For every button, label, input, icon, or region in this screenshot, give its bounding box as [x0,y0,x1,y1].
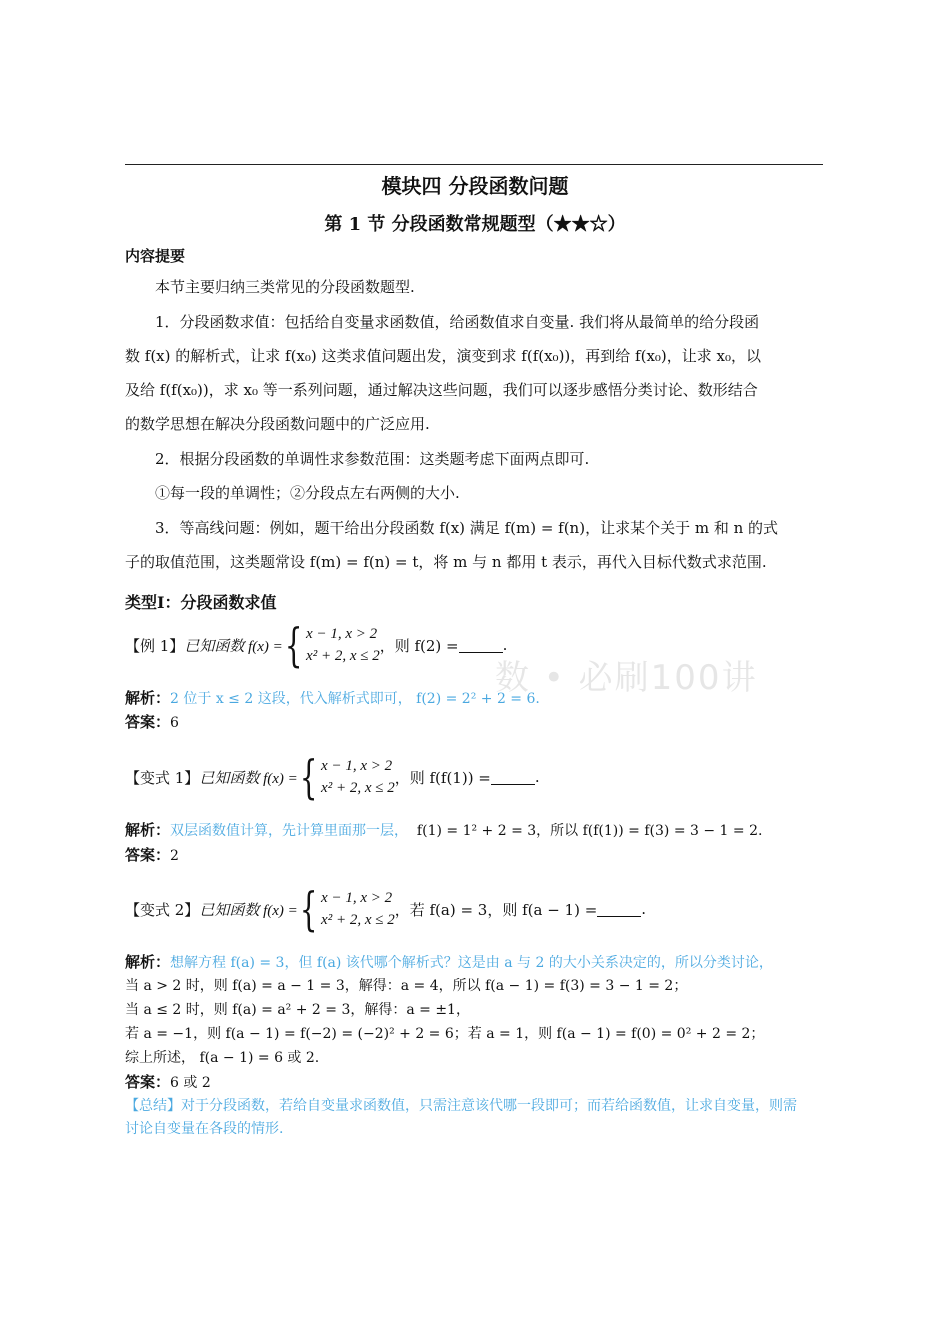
solution-hint: 双层函数值计算，先计算里面那一层， [170,823,409,839]
answer-value: 6 或 2 [170,1075,211,1091]
brace: { [299,750,318,804]
example1-question [125,618,508,672]
item3-line2: 子的取值范围，这类题常设 f(m) = f(n) = t，将 m 与 n 都用 t 表示，再代入目标代数式求范围. [125,553,767,571]
section-title: 第 1 节 分段函数常规题型（★★☆） [324,214,626,235]
case-top: x − 1, x > 2 [321,758,393,774]
variant2-solution-hint [125,950,773,975]
answer-value: 6 [170,715,179,731]
summary-line2: 讨论自变量在各段的情形. [125,1121,284,1137]
variant1-end: . [534,768,540,786]
answer-blank [459,638,503,653]
answer-value: 2 [170,848,179,864]
variant2-step1: 当 a > 2 时，则 f(a) = a − 1 = 3，解得：a = 4，所以 f(a − 1) = f(3) = 3 − 1 = 2； [125,978,688,994]
example1-pre: 已知函数 f(x) = [184,638,283,655]
answer-label: 答案： [125,846,171,864]
top-rule [125,164,823,165]
item1-line3: 及给 f(f(x₀))，求 x₀ 等一系列问题，通过解决这些问题，我们可以逐步感悟分类讨论、数形结合 [125,381,758,399]
example1-label: 【例 1】 [125,636,185,655]
item1-line2: 数 f(x) 的解析式，让求 f(x₀) 这类求值问题出发，演变到求 f(f(x₀))，再到给 f(x₀)，让求 x₀，以 [125,347,762,365]
case-bottom: x² + 2, x ≤ 2 [321,912,395,928]
example1-post: ，则 f(2) = [379,636,459,655]
variant1-pre: 已知函数 f(x) = [199,770,298,787]
module-title: 模块四 分段函数问题 [381,174,569,198]
variant1-solution [125,818,762,843]
variant2-step3: 若 a = −1，则 f(a − 1) = f(−2) = (−2)² + 2 = 6；若 a = 1，则 f(a − 1) = f(0) = 0² + 2 = 2； [125,1026,765,1042]
variant2-label: 【变式 2】 [125,900,200,919]
variant2-question [125,882,647,936]
variant1-question [125,750,540,804]
answer-label: 答案： [125,713,171,731]
solution-hint: 想解方程 f(a) = 3，但 f(a) 该代哪个解析式？这是由 a 与 2 的大小关系决定的，所以分类讨论， [170,955,773,971]
case-bottom: x² + 2, x ≤ 2 [321,780,395,796]
item2-line2: ①每一段的单调性；②分段点左右两侧的大小. [155,484,460,502]
summary-line1: 【总结】对于分段函数，若给自变量求函数值，只需注意该代哪一段即可；而若给函数值，让求自变量，则需 [125,1098,797,1114]
variant1-answer [125,843,179,868]
answer-blank [491,770,535,785]
case-top: x − 1, x > 2 [321,890,393,906]
case-bottom: x² + 2, x ≤ 2 [306,648,380,664]
answer-blank [597,902,641,917]
variant2-pre: 已知函数 f(x) = [199,902,298,919]
example1-solution [125,686,540,711]
summary-heading: 内容提要 [125,247,186,265]
variant1-post: ，则 f(f(1)) = [394,768,491,787]
variant1-label: 【变式 1】 [125,768,200,787]
brace: { [299,882,318,936]
item3-line1: 3．等高线问题：例如，题干给出分段函数 f(x) 满足 f(m) = f(n)，让求某个关于 m 和 n 的式 [155,519,779,537]
solution-label: 解析： [125,689,171,707]
brace: { [284,618,303,672]
type-heading: 类型Ⅰ：分段函数求值 [125,593,277,612]
piecewise-cases [306,623,380,667]
variant2-post: ，若 f(a) = 3，则 f(a − 1) = [394,900,598,919]
piecewise-cases [321,887,395,931]
item2-line1: 2．根据分段函数的单调性求参数范围：这类题考虑下面两点即可. [155,450,590,468]
solution-label: 解析： [125,821,171,839]
solution-text: 2 位于 x ≤ 2 这段，代入解析式即可， f(2) = 2² + 2 = 6. [170,691,540,707]
solution-label: 解析： [125,953,171,971]
intro-text: 本节主要归纳三类常见的分段函数题型. [155,278,415,296]
variant2-answer [125,1070,211,1095]
watermark: 数 • 必刷100讲 [495,658,758,698]
answer-label: 答案： [125,1073,171,1091]
item1-line4: 的数学思想在解决分段函数问题中的广泛应用. [125,415,430,433]
case-top: x − 1, x > 2 [306,626,378,642]
variant2-step2: 当 a ≤ 2 时，则 f(a) = a² + 2 = 3，解得：a = ±1， [125,1002,470,1018]
example1-answer [125,710,179,735]
piecewise-cases [321,755,395,799]
example1-end: . [502,636,508,654]
item1-line1: 1．分段函数求值：包括给自变量求函数值，给函数值求自变量. 我们将从最简单的给分段函 [155,313,760,331]
solution-text: f(1) = 1² + 2 = 3，所以 f(f(1)) = f(3) = 3 − 1 = 2. [416,823,763,839]
variant2-step4: 综上所述， f(a − 1) = 6 或 2. [125,1050,320,1066]
variant2-end: . [641,900,647,918]
